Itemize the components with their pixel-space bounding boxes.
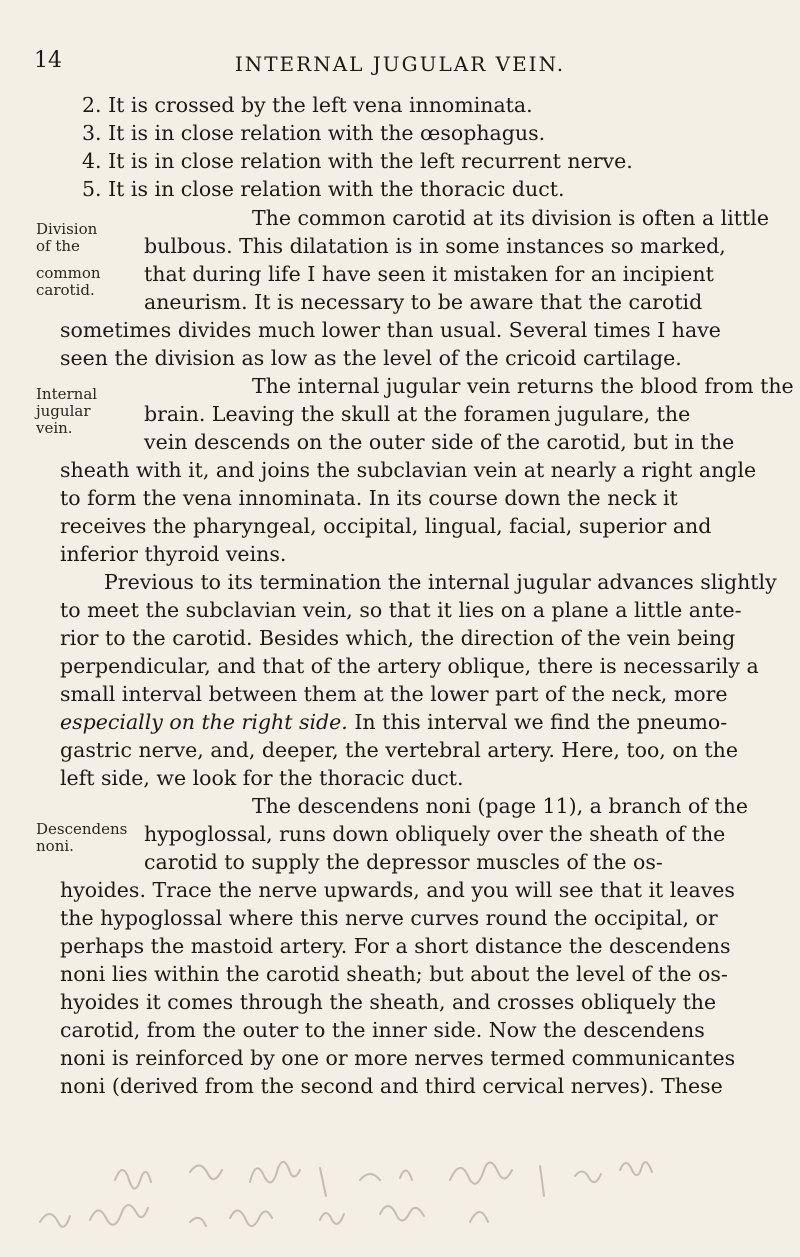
emphasis-text: especially on the right side. [60, 710, 348, 734]
paragraph-line: noni is reinforced by one or more nerves termed communicantes [60, 1046, 736, 1070]
paragraph-line: left side, we look for the thoracic duct. [60, 766, 464, 790]
list-item: 5. It is in close relation with the thoracic duct. [82, 177, 565, 201]
margin-note-descendens: Descendens noni. [36, 820, 128, 855]
paragraph-line: The common carotid at its division is often a little [252, 206, 769, 230]
paragraph-line: aneurism. It is necessary to be aware that the carotid [144, 290, 703, 314]
list-item: 3. It is in close relation with the œsophagus. [82, 121, 546, 145]
list-item: 2. It is crossed by the left vena innominata. [82, 93, 533, 117]
paragraph-line: Previous to its termination the internal jugular advances slightly [104, 570, 777, 594]
paragraph-line: gastric nerve, and, deeper, the vertebral artery. Here, too, on the [60, 738, 738, 762]
paragraph-line: rior to the carotid. Besides which, the direction of the vein being [60, 626, 736, 650]
margin-note-division: Division of the common carotid. [36, 220, 101, 299]
paragraph-line: small interval between them at the lower part of the neck, more [60, 682, 728, 706]
paragraph-line: bulbous. This dilatation is in some instances so marked, [144, 234, 726, 258]
paragraph-line: noni (derived from the second and third cervical nerves). These [60, 1074, 723, 1098]
paragraph-line: carotid, from the outer to the inner side. Now the descendens [60, 1018, 705, 1042]
paragraph-line: to meet the subclavian vein, so that it lies on a plane a little ante- [60, 598, 742, 622]
paragraph-line: seen the division as low as the level of the cricoid cartilage. [60, 346, 682, 370]
paragraph-line: hyoides it comes through the sheath, and crosses obliquely the [60, 990, 717, 1014]
paragraph-line: the hypoglossal where this nerve curves round the occipital, or [60, 906, 718, 930]
paragraph-line: to form the vena innominata. In its course down the neck it [60, 486, 678, 510]
paragraph-line: vein descends on the outer side of the carotid, but in the [144, 430, 735, 454]
paragraph-line: hypoglossal, runs down obliquely over the sheath of the [144, 822, 726, 846]
paragraph-line: The descendens noni (page 11), a branch of the [252, 794, 748, 818]
paragraph-line: brain. Leaving the skull at the foramen jugulare, the [144, 402, 691, 426]
running-head: INTERNAL JUGULAR VEIN. [234, 52, 566, 76]
paragraph-line: inferior thyroid veins. [60, 542, 287, 566]
paragraph-line: receives the pharyngeal, occipital, lingual, facial, superior and [60, 514, 712, 538]
page-number: 14 [34, 48, 62, 73]
list-item: 4. It is in close relation with the left recurrent nerve. [82, 149, 633, 173]
paragraph-line: sometimes divides much lower than usual. Several times I have [60, 318, 721, 342]
paragraph-text: In this interval we find the pneumo- [347, 710, 728, 734]
paragraph-line: perhaps the mastoid artery. For a short distance the descendens [60, 934, 731, 958]
margin-note-internal-jugular: Internal jugular vein. [36, 385, 98, 437]
handwriting-bleed-through [0, 1110, 800, 1250]
paragraph-line: noni lies within the carotid sheath; but about the level of the os- [60, 962, 728, 986]
paragraph-line: perpendicular, and that of the artery oblique, there is necessarily a [60, 654, 759, 678]
paragraph-line: hyoides. Trace the nerve upwards, and you will see that it leaves [60, 878, 735, 902]
paragraph-line: sheath with it, and joins the subclavian vein at nearly a right angle [60, 458, 757, 482]
paragraph-line [60, 707, 727, 737]
paragraph-line: carotid to supply the depressor muscles of the os- [144, 850, 663, 874]
paragraph-line: that during life I have seen it mistaken for an incipient [144, 262, 714, 286]
paragraph-line: The internal jugular vein returns the blood from the [252, 374, 794, 398]
